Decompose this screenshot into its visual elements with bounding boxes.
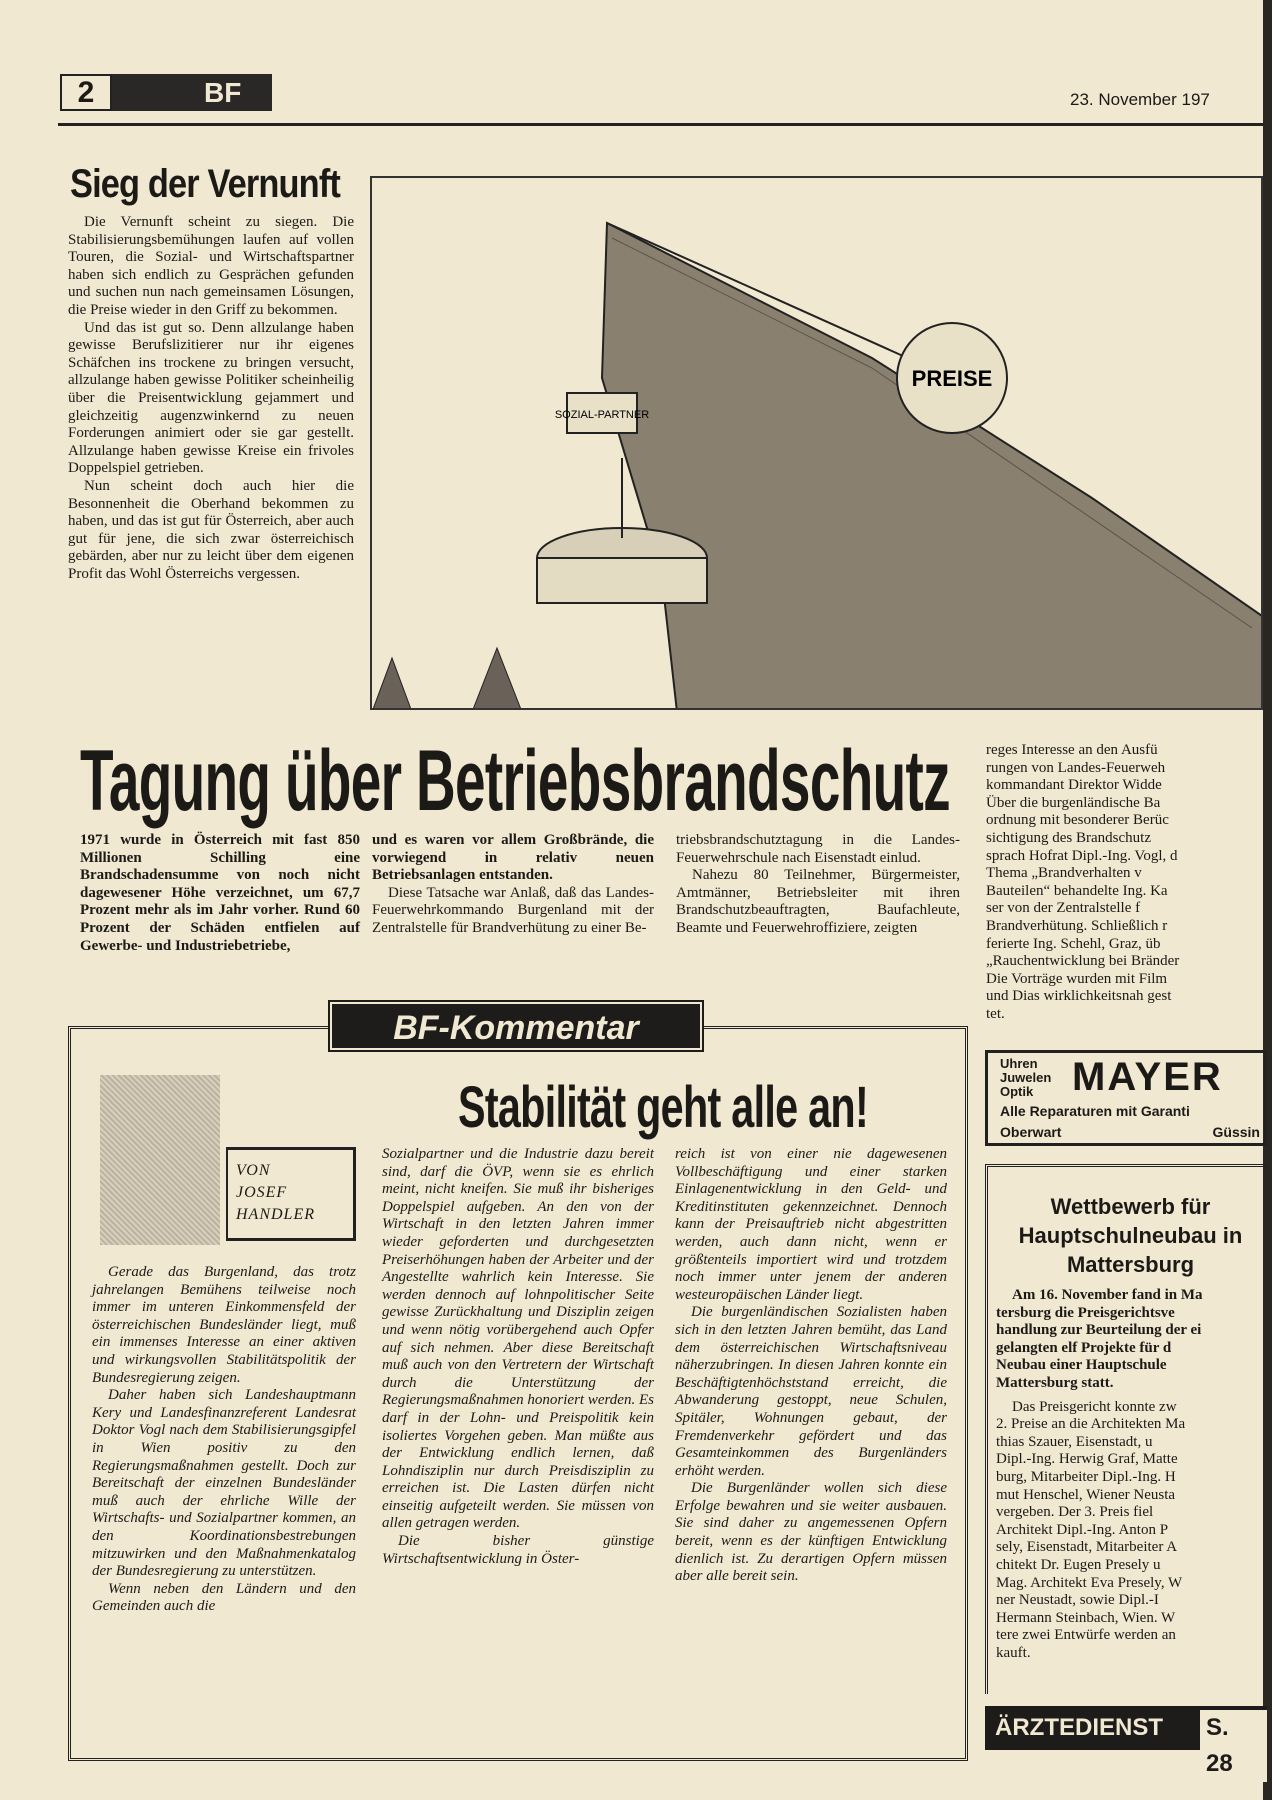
sign-label: SOZIAL-PARTNER — [554, 409, 650, 421]
ad-word: Optik — [1000, 1084, 1034, 1099]
text-line: gelangten elf Projekte für d — [996, 1339, 1172, 1356]
text-line: ordnung mit besonderer Berüc — [986, 812, 1169, 829]
commentary-title: Stabilität geht alle an! — [458, 1075, 868, 1140]
paragraph: Gerade das Burgenland, das trotz jahrelangen Bemühens teilweise noch immer im unteren Einkommensfeld der österreichischen Bundesländer liegt, muß ein immenses Interesse an einer aktiven und wirkungsvollen Stabilitätspolitik der Bundesregierung zeigen. — [92, 1264, 356, 1386]
text-line: „Rauchentwicklung bei Bränder — [986, 953, 1180, 970]
text-line: chitekt Dr. Eugen Presely u — [996, 1556, 1161, 1573]
byline-line: HANDLER — [236, 1206, 315, 1223]
commentary-col-1 — [92, 1264, 356, 1616]
tagung-col-2 — [372, 832, 654, 938]
text-line: Über die burgenländische Ba — [986, 794, 1161, 811]
text-line: ner Neustadt, sowie Dipl.-I — [996, 1592, 1159, 1609]
tagung-col-1: 1971 wurde in Österreich mit fast 850 Millionen Schilling eine Brandschadensumme von noch nicht dagewesener Höhe verzeichnet, um 67,7 Prozent mehr als im Jahr vorher. Rund 60 Prozent der Schäden entfielen auf Gewerbe- und Industriebetriebe, — [80, 832, 360, 954]
commentary-banner: BF-Kommentar — [330, 1002, 702, 1050]
ball-label: PREISE — [911, 366, 993, 391]
text-line: 2. Preise an die Architekten Ma — [996, 1416, 1186, 1433]
text-line: Mattersburg statt. — [996, 1374, 1114, 1391]
text-line: Bauteilen“ behandelte Ing. Ka — [986, 882, 1168, 899]
paragraph: Die Vernunft scheint zu siegen. Die Stabilisierungsbemühungen laufen auf vollen Touren, die Sozial- und Wirtschaftspartner haben sich endlich zu Gesprächen gefunden und suchen nun nach gemeinsamen Lösungen, die Preise wieder in den Griff zu bekommen. — [68, 214, 354, 318]
tagung-col-3 — [676, 832, 960, 938]
byline-line: VON — [236, 1162, 271, 1179]
text-line: reges Interesse an den Ausfü — [986, 742, 1158, 758]
paragraph: reich ist von einer nie dagewesenen Vollbeschäftigung und einer starken Einlagenentwicklung in den Geld- und Kreditinstituten gekennzeichnet. Dennoch kann der Preisauftrieb nicht abgestritten werden, auch dann nicht, wenn er größtenteils importiert wird und trotzdem noch immer unter jenem der anderen westeuropäischen Länder liegt. — [675, 1146, 947, 1303]
sieg-title: Sieg der Vernunft — [70, 162, 340, 206]
text-line: Hermann Steinbach, Wien. W — [996, 1609, 1176, 1626]
text-line: tet. — [986, 1005, 1005, 1022]
ad-tagline: Alle Reparaturen mit Garanti — [1000, 1103, 1190, 1119]
text-line: burg, Mitarbeiter Dipl.-Ing. H — [996, 1468, 1176, 1485]
aerztedienst-label: ÄRZTEDIENST — [995, 1714, 1163, 1741]
sieg-body — [68, 214, 354, 583]
text-line: Dipl.-Ing. Herwig Graf, Matte — [996, 1451, 1178, 1468]
text-line: sprach Hofrat Dipl.-Ing. Vogl, d — [986, 847, 1178, 864]
text-line: tere zwei Entwürfe werden an — [996, 1627, 1176, 1644]
text-line: kauft. — [996, 1644, 1031, 1661]
ad-brand: MAYER — [1072, 1055, 1223, 1099]
ad-word: Juwelen — [1000, 1070, 1052, 1085]
byline-box — [226, 1147, 356, 1241]
text-line: Am 16. November fand in Ma — [1012, 1287, 1203, 1303]
ad-city: Güssin — [1212, 1124, 1260, 1140]
paragraph: Sozialpartner und die Industrie dazu bereit sind, darf die ÖVP, wenn sie es ehrlich meint, nicht kneifen. Sie muß ihr bisheriges Doppelspiel aufgeben. An den von der Wirtschaft in den letzten Jahren immer wieder geforderten und durchgesetzten Preiserhöhungen haben der Arbeiter und der Angestellte wahrlich kein Interesse. Sie werden dennoch auf lohnpolitischer Seite gewisse Zurückhaltung und Disziplin zeigen und wenn nötig vorübergehend auch Opfer auf sich nehmen. Aber diese Bereitschaft muß auch von den Vertretern der Wirtschaft durch die Unterstützung der Regierungsmaßnahmen honoriert werden. Es darf in der Lohn- und Preispolitik kein isoliertes Vorgehen geben. Man müßte aus der Entwicklung endlich lernen, daß Lohndisziplin nur durch Preisdisziplin zu erreichen ist. Die Lasten dürfen nicht einseitig aufgeteilt werden. Sie müssen von allen getragen werden. — [382, 1146, 654, 1532]
paragraph: Wenn neben den Ländern und den Gemeinden auch die — [92, 1580, 356, 1615]
paragraph: Diese Tatsache war Anlaß, daß das Landes-Feuerwehrkommando Burgenland mit der Zentralstelle für Brandverhütung zu einer Be- — [372, 884, 654, 936]
text-line: Thema „Brandverhalten v — [986, 865, 1142, 882]
cartoon-illustration — [370, 176, 1263, 710]
issue-date: 23. November 197 — [1070, 90, 1210, 109]
text-line: handlung zur Beurteilung der ei — [996, 1322, 1202, 1339]
commentary-col-3 — [675, 1146, 947, 1586]
text-line: Das Preisgericht konnte zw — [1012, 1398, 1177, 1415]
text-line: vergeben. Der 3. Preis fiel — [996, 1504, 1154, 1521]
text-line: sichtigung des Brandschutz — [986, 829, 1151, 846]
text-line: ser von der Zentralstelle f — [986, 900, 1141, 917]
byline-line: JOSEF — [236, 1184, 288, 1201]
text-line: Mag. Architekt Eva Presely, W — [996, 1574, 1183, 1591]
page-number: 2 — [60, 74, 112, 111]
ad-city: Oberwart — [1000, 1124, 1062, 1140]
author-photo — [100, 1075, 220, 1245]
paragraph: und es waren vor allem Großbrände, die vorwiegend in relativ neuen Betriebsanlagen entstanden. — [372, 832, 654, 884]
text-line: Die Vorträge wurden mit Film — [986, 970, 1168, 987]
header-rule — [58, 123, 1272, 126]
text-line: ferierte Ing. Schehl, Graz, üb — [986, 935, 1161, 952]
aerztedienst-page-ref: S. 28 — [1200, 1710, 1267, 1782]
ad-word: Uhren — [1000, 1056, 1038, 1071]
paragraph: Nun scheint doch auch hier die Besonnenheit die Oberhand bekommen zu haben, und das ist gut für Österreich, aber auch gut für jene, die sich zwar österreichisch gebärden, aber nur zu leicht über dem eigenen Profit das Wohl Österreichs vergessen. — [68, 477, 354, 582]
wettbewerb-title: Wettbewerb für Hauptschulneubau in Mattersburg — [1018, 1194, 1243, 1277]
paragraph: Die bisher günstige Wirtschaftsentwicklung in Öster- — [382, 1533, 654, 1567]
section-label: BF — [112, 74, 272, 111]
paragraph: Und das ist gut so. Denn allzulange haben gewisse Berufslizitierer nur ihr eigenes Schäfchen ins trockene zu bringen versucht, allzulange haben gewisse Politiker scheinheilig über die Preisentwicklung gejammert und gleichzeitig augenzwinkernd zu neuen Forderungen animiert oder sie gar gestellt. Allzulange haben gewisse Kreise ein frivoles Doppelspiel getrieben. — [68, 319, 354, 477]
paragraph: triebsbrandschutztagung in die Landes-Feuerwehrschule nach Eisenstadt einlud. — [676, 832, 960, 866]
tagung-col-4 — [986, 742, 1263, 1024]
text-line: kommandant Direktor Widde — [986, 777, 1162, 794]
paragraph: Die Burgenländer wollen sich diese Erfolge bewahren und sie weiter ausbauen. Sie sind daher zu angemessenen Opfern bereit, wenn es der künftigen Entwicklung dienlich ist. Zu derartigen Opfern müssen aber alle bereit sein. — [675, 1480, 947, 1585]
text-line: sely, Eisenstadt, Mitarbeiter A — [996, 1539, 1178, 1556]
text-line: mut Henschel, Wiener Neusta — [996, 1486, 1176, 1503]
advertisement-mayer — [985, 1050, 1267, 1146]
aerztedienst-bar — [985, 1706, 1267, 1777]
text-line: Architekt Dipl.-Ing. Anton P — [996, 1521, 1169, 1538]
text-line: Brandverhütung. Schließlich r — [986, 917, 1168, 934]
text-line: thias Szauer, Eisenstadt, u — [996, 1433, 1153, 1450]
paragraph: Die burgenländischen Sozialisten haben sich in den letzten Jahren bemüht, das Land dem österreichischen Wirtschaftsniveau näherzubringen. In diesen Jahren konnte ein Beschäftigtenhöchststand erreicht, die Abwanderung gestoppt, neue Schulen, Spitäler, Wohnungen gebaut, der Fremdenverkehr gefördert und das Gesamteinkommen des Burgenländers erhöht werden. — [675, 1304, 947, 1479]
text-line: Neubau einer Hauptschule — [996, 1357, 1167, 1374]
paragraph: Daher haben sich Landeshauptmann Kery und Landesfinanzreferent Landesrat Doktor Vogl nach dem Stabilisierungsgipfel in Wien positiv zu den Regierungsmaßnahmen gestellt. Doch zur Bereitschaft der einzelnen Bundesländer muß auch der ehrliche Wille der Wirtschafts- und Sozialpartner kommen, an den Koordinationsbestrebungen mitzuwirken und den Maßnahmenkatalog der Bundesregierung zu unterstützen. — [92, 1387, 356, 1580]
text-line: und Dias wirklichkeitsnah gest — [986, 988, 1172, 1005]
tagung-title: Tagung über Betriebsbrandschutz — [80, 733, 951, 829]
wettbewerb-body — [996, 1287, 1263, 1662]
text-line: rungen von Landes-Feuerweh — [986, 759, 1166, 776]
commentary-col-2 — [382, 1146, 654, 1568]
paragraph: Nahezu 80 Teilnehmer, Bürgermeister, Amtmänner, Betriebsleiter mit ihren Brandschutzbeauftragten, Baufachleute, Beamte und Feuerwehroffiziere, zeigten — [676, 867, 960, 936]
text-line: tersburg die Preisgerichtsve — [996, 1304, 1175, 1321]
